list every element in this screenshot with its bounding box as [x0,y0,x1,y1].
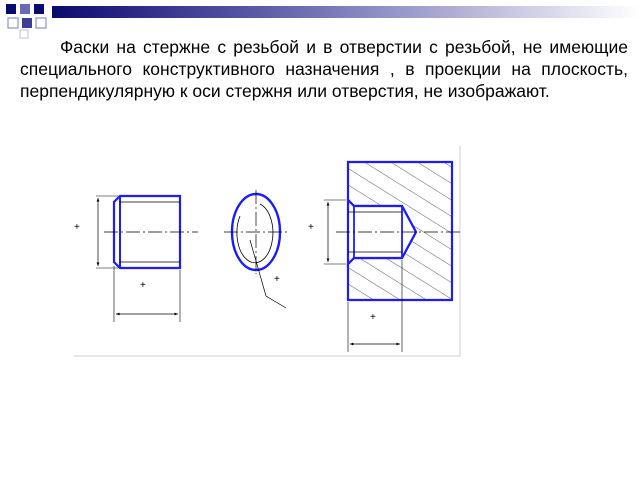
dim-mark-2: + [140,280,146,291]
slide-paragraph: Фаски на стержне с резьбой и в отверстии с резьбой, не имеющие специального конструктивного назначения , в проекции на плоскость, перпендикулярную к оси стержня или отверстия, не изображают. [20,37,628,101]
threaded-rod-view [96,196,198,322]
dim-mark-4: + [308,222,314,233]
title-bar-gradient [52,6,640,18]
rod-end-view [224,190,288,308]
corner-squares-graphic [0,0,60,40]
dim-mark-5: + [370,312,376,323]
dim-mark-3: + [274,274,280,285]
technical-drawing [74,146,462,358]
threaded-hole-section [324,162,460,352]
dim-mark-1: + [74,222,80,233]
drawing-canvas [74,146,462,358]
